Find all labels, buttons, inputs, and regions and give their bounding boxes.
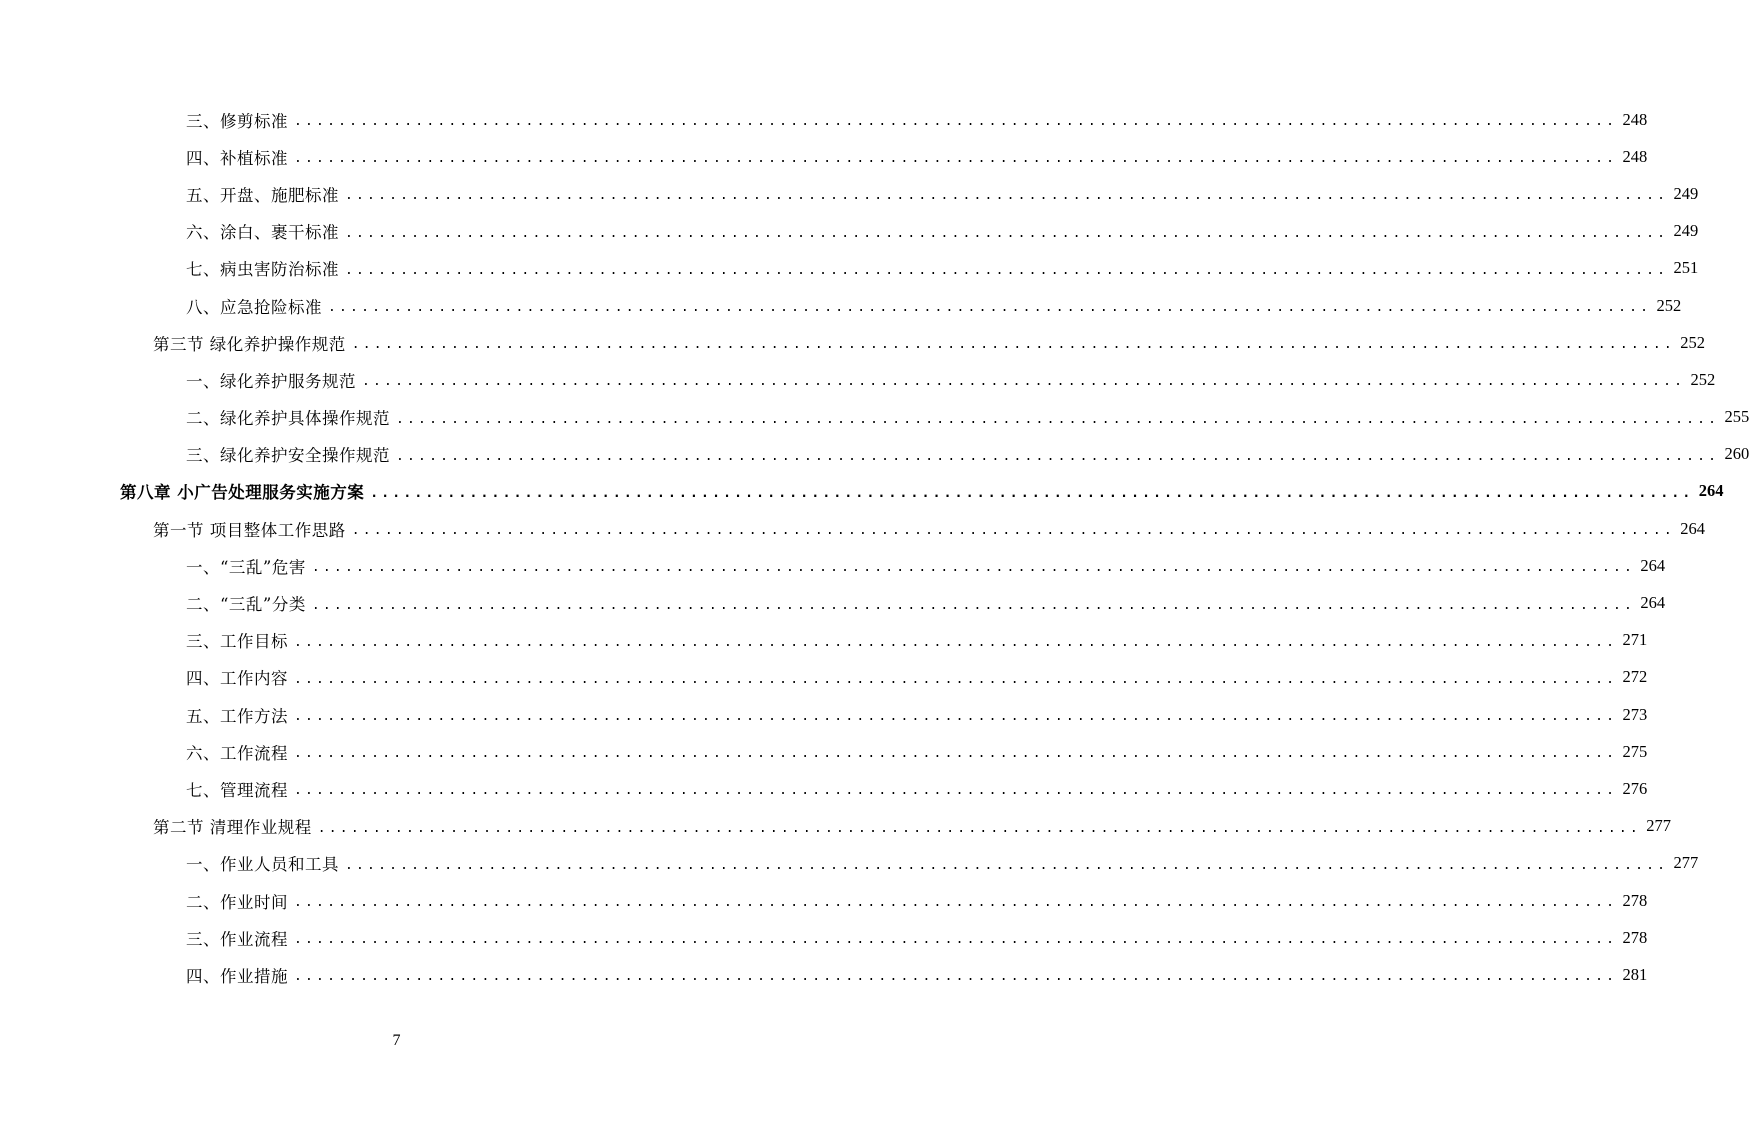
toc-entry-page: 248 [1622,109,1648,129]
toc-entry-title: 二、作业时间 [186,892,288,912]
toc-dot-leader: ........................................................................................................................ [328,300,1652,316]
toc-section-entry[interactable] [0,808,1671,845]
toc-dot-leader: ........................................................................................................................ [311,560,1636,576]
toc-entry-page: 275 [1622,741,1648,761]
toc-entry-page: 264 [1640,555,1666,575]
toc-entry-title: 四、作业措施 [186,966,288,986]
toc-entry-title: 第八章 小广告处理服务实施方案 [120,483,365,503]
toc-entry-title: 三、绿化养护安全操作规范 [186,446,390,466]
toc-subsection-entry[interactable] [0,584,1666,621]
toc-entry-title: 一、绿化养护服务规范 [186,371,356,391]
toc-entry-title: 三、修剪标准 [186,111,288,131]
toc-entry-title: 一、“三乱”危害 [186,557,306,577]
toc-entry-page: 278 [1622,890,1648,910]
toc-dot-leader: ........................................................................................................................ [294,671,1618,687]
toc-entry-page: 252 [1680,332,1705,352]
toc-entry-page: 278 [1622,927,1648,947]
toc-subsection-entry[interactable] [0,622,1648,659]
toc-dot-leader: ........................................................................................................................ [345,262,1669,278]
toc-entry-page: 252 [1656,295,1682,315]
toc-dot-leader: ........................................................................................................................ [317,820,1641,836]
toc-entry-title: 四、工作内容 [186,669,288,689]
toc-subsection-entry[interactable] [0,287,1682,324]
toc-entry-page: 276 [1622,778,1648,798]
toc-dot-leader: ........................................................................................................................ [345,225,1669,241]
toc-entry-title: 四、补植标准 [186,148,288,168]
toc-entry-title: 五、开盘、施肥标准 [186,185,339,205]
toc-subsection-entry[interactable] [0,175,1699,212]
toc-entry-page: 272 [1622,667,1648,687]
toc-entry-title: 七、管理流程 [186,780,288,800]
toc-entry-title: 第二节 清理作业规程 [153,818,312,838]
toc-dot-leader: ........................................................................................................................ [362,374,1686,390]
toc-subsection-entry[interactable] [0,659,1648,696]
toc-dot-leader: ........................................................................................................................ [294,969,1618,985]
toc-subsection-entry[interactable] [0,770,1648,807]
page-number: 7 [392,1032,401,1049]
toc-entry-page: 251 [1673,258,1699,278]
toc-entry-page: 264 [1698,481,1724,501]
toc-entry-title: 一、作业人员和工具 [186,855,339,875]
toc-subsection-entry[interactable] [0,361,1716,398]
toc-dot-leader: ........................................................................................................................ [294,634,1618,650]
toc-dot-leader: ........................................................................................................................ [351,337,1675,353]
toc-subsection-entry[interactable] [0,436,1749,473]
toc-subsection-entry[interactable] [0,213,1699,250]
toc-entry-page: 260 [1724,444,1749,464]
toc-entry-page: 281 [1622,964,1648,984]
toc-entry-page: 248 [1622,146,1648,166]
toc-entry-page: 264 [1680,518,1705,538]
toc-subsection-entry[interactable] [0,250,1699,287]
toc-dot-leader: ........................................................................................................................ [370,485,1694,501]
toc-dot-leader: ........................................................................................................................ [311,597,1636,613]
toc-subsection-entry[interactable] [0,956,1648,993]
toc-entry-title: 七、病虫害防治标准 [186,260,339,280]
toc-subsection-entry[interactable] [0,845,1699,882]
toc-entry-page: 249 [1673,221,1699,241]
toc-entry-page: 252 [1690,369,1716,389]
toc-dot-leader: ........................................................................................................................ [396,448,1720,464]
toc-dot-leader: ........................................................................................................................ [345,188,1669,204]
toc-subsection-entry[interactable] [0,101,1648,138]
toc-dot-leader: ........................................................................................................................ [294,932,1618,948]
toc-entry-title: 六、工作流程 [186,743,288,763]
toc-entry-title: 第三节 绿化养护操作规范 [153,334,346,354]
toc-section-entry[interactable] [0,324,1705,361]
toc-entry-title: 第一节 项目整体工作思路 [153,520,346,540]
toc-entry-title: 二、“三乱”分类 [186,595,306,615]
toc-entry-page: 271 [1622,630,1648,650]
toc-dot-leader: ........................................................................................................................ [345,857,1669,873]
toc-entry-title: 二、绿化养护具体操作规范 [186,409,390,429]
toc-dot-leader: ........................................................................................................................ [294,895,1618,911]
toc-subsection-entry[interactable] [0,696,1648,733]
toc-entry-page: 277 [1646,816,1671,836]
toc-subsection-entry[interactable] [0,399,1749,436]
toc-subsection-entry[interactable] [0,882,1648,919]
toc-entry-page: 249 [1673,183,1699,203]
toc-dot-leader: ........................................................................................................................ [351,523,1675,539]
toc-entry-page: 273 [1622,704,1648,724]
toc-section-entry[interactable] [0,510,1705,547]
toc-dot-leader: ........................................................................................................................ [294,709,1618,725]
toc-subsection-entry[interactable] [0,138,1648,175]
toc-chapter-entry[interactable] [0,473,1724,510]
toc-dot-leader: ........................................................................................................................ [396,411,1720,427]
toc-entry-title: 三、工作目标 [186,632,288,652]
toc-subsection-entry[interactable] [0,733,1648,770]
toc-entry-page: 277 [1673,853,1699,873]
toc-dot-leader: ........................................................................................................................ [294,746,1618,762]
toc-dot-leader: ........................................................................................................................ [294,151,1618,167]
toc-entry-title: 三、作业流程 [186,929,288,949]
toc-entry-title: 五、工作方法 [186,706,288,726]
toc-entry-page: 264 [1640,593,1666,613]
toc-subsection-entry[interactable] [0,919,1648,956]
toc-dot-leader: ........................................................................................................................ [294,783,1618,799]
toc-dot-leader: ........................................................................................................................ [294,114,1618,130]
table-of-contents [0,101,1749,994]
toc-entry-title: 六、涂白、裹干标准 [186,223,339,243]
toc-entry-title: 八、应急抢险标准 [186,297,322,317]
toc-subsection-entry[interactable] [0,547,1666,584]
toc-entry-page: 255 [1724,407,1749,427]
